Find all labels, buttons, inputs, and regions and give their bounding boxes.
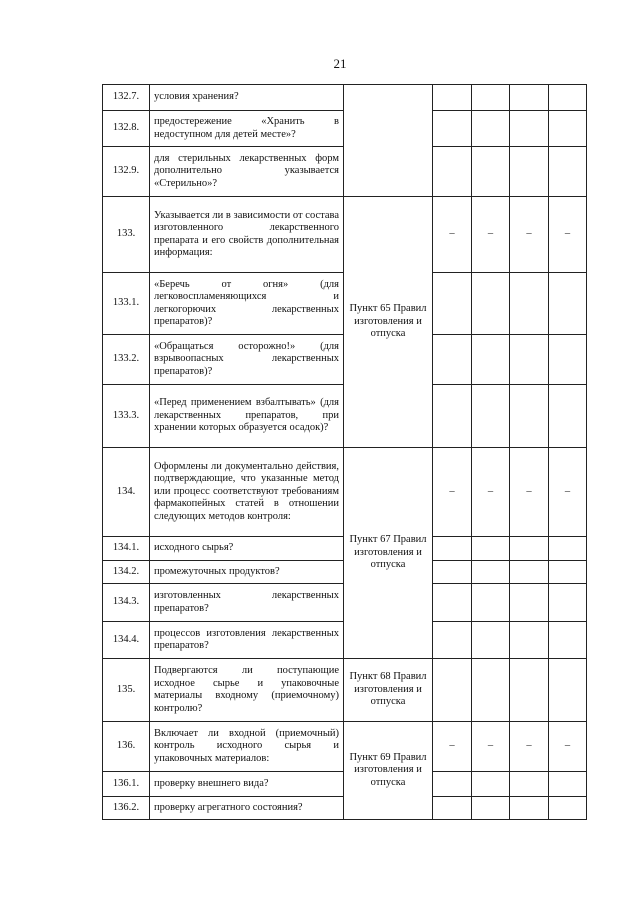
answer-yes-cell[interactable]: –	[433, 722, 472, 772]
question-text: изготовленных лекарственных препаратов?	[150, 584, 344, 622]
question-text: Подвергаются ли поступающие исходное сырье и упаковочные материалы входному (приемочному) контролю?	[150, 659, 344, 722]
legal-reference	[344, 85, 433, 197]
comment-cell[interactable]: –	[549, 722, 587, 772]
answer-yes-cell[interactable]: –	[433, 197, 472, 273]
answer-yes-cell[interactable]	[433, 659, 472, 722]
comment-cell[interactable]	[549, 273, 587, 335]
row-number: 134.	[103, 448, 150, 537]
answer-no-cell[interactable]	[472, 797, 510, 820]
row-number: 136.2.	[103, 797, 150, 820]
row-number: 134.2.	[103, 561, 150, 584]
row-number: 132.9.	[103, 147, 150, 197]
answer-na-cell[interactable]	[510, 772, 549, 797]
answer-na-cell[interactable]	[510, 111, 549, 147]
answer-no-cell[interactable]	[472, 335, 510, 385]
question-text: условия хранения?	[150, 85, 344, 111]
answer-yes-cell[interactable]	[433, 797, 472, 820]
comment-cell[interactable]	[549, 622, 587, 659]
question-text: «Беречь от огня» (для легковоспламеняющихся и легкогорючих лекарственных препаратов)?	[150, 273, 344, 335]
row-number: 132.7.	[103, 85, 150, 111]
answer-no-cell[interactable]	[472, 537, 510, 561]
legal-reference: Пункт 65 Правил изготовления и отпуска	[344, 197, 433, 448]
answer-no-cell[interactable]: –	[472, 448, 510, 537]
answer-no-cell[interactable]	[472, 659, 510, 722]
comment-cell[interactable]	[549, 537, 587, 561]
answer-na-cell[interactable]	[510, 537, 549, 561]
row-number: 134.4.	[103, 622, 150, 659]
question-text: для стерильных лекарственных форм дополнительно указывается «Стерильно»?	[150, 147, 344, 197]
answer-na-cell[interactable]	[510, 659, 549, 722]
answer-no-cell[interactable]	[472, 111, 510, 147]
answer-na-cell[interactable]	[510, 273, 549, 335]
row-number: 136.1.	[103, 772, 150, 797]
answer-no-cell[interactable]	[472, 622, 510, 659]
answer-na-cell[interactable]	[510, 797, 549, 820]
answer-yes-cell[interactable]	[433, 335, 472, 385]
answer-no-cell[interactable]: –	[472, 722, 510, 772]
table-row	[103, 197, 587, 273]
answer-yes-cell[interactable]	[433, 537, 472, 561]
answer-yes-cell[interactable]	[433, 385, 472, 448]
row-number: 136.	[103, 722, 150, 772]
question-text: предостережение «Хранить в недоступном для детей месте»?	[150, 111, 344, 147]
question-text: Оформлены ли документально действия, подтверждающие, что указанные метод или процесс соответствуют требованиям фармакопейных статей в отношении следующих методов контроля:	[150, 448, 344, 537]
row-number: 133.1.	[103, 273, 150, 335]
comment-cell[interactable]	[549, 659, 587, 722]
row-number: 133.3.	[103, 385, 150, 448]
comment-cell[interactable]	[549, 561, 587, 584]
answer-na-cell[interactable]	[510, 584, 549, 622]
answer-no-cell[interactable]	[472, 772, 510, 797]
checklist-table	[102, 84, 587, 820]
comment-cell[interactable]	[549, 111, 587, 147]
question-text: «Обращаться осторожно!» (для взрывоопасных лекарственных препаратов)?	[150, 335, 344, 385]
answer-na-cell[interactable]: –	[510, 722, 549, 772]
answer-no-cell[interactable]	[472, 561, 510, 584]
question-text: «Перед применением взбалтывать» (для лекарственных препаратов, при хранении которых образуется осадок)?	[150, 385, 344, 448]
answer-no-cell[interactable]	[472, 147, 510, 197]
answer-no-cell[interactable]	[472, 385, 510, 448]
answer-no-cell[interactable]	[472, 584, 510, 622]
question-text: промежуточных продуктов?	[150, 561, 344, 584]
question-text: Указывается ли в зависимости от состава изготовленного лекарственного препарата и его свойств дополнительная информация:	[150, 197, 344, 273]
row-number: 134.1.	[103, 537, 150, 561]
answer-na-cell[interactable]	[510, 147, 549, 197]
comment-cell[interactable]	[549, 385, 587, 448]
answer-yes-cell[interactable]	[433, 772, 472, 797]
question-text: проверку внешнего вида?	[150, 772, 344, 797]
comment-cell[interactable]	[549, 147, 587, 197]
question-text: исходного сырья?	[150, 537, 344, 561]
answer-na-cell[interactable]: –	[510, 197, 549, 273]
answer-yes-cell[interactable]: –	[433, 448, 472, 537]
answer-na-cell[interactable]	[510, 561, 549, 584]
comment-cell[interactable]	[549, 584, 587, 622]
answer-no-cell[interactable]	[472, 273, 510, 335]
answer-yes-cell[interactable]	[433, 622, 472, 659]
answer-na-cell[interactable]	[510, 85, 549, 111]
page-number: 21	[333, 56, 347, 71]
table-row	[103, 659, 587, 722]
legal-reference: Пункт 67 Правил изготовления и отпуска	[344, 448, 433, 659]
answer-no-cell[interactable]: –	[472, 197, 510, 273]
row-number: 132.8.	[103, 111, 150, 147]
answer-yes-cell[interactable]	[433, 273, 472, 335]
answer-na-cell[interactable]: –	[510, 448, 549, 537]
answer-yes-cell[interactable]	[433, 85, 472, 111]
table-row	[103, 722, 587, 772]
table-row	[103, 448, 587, 537]
question-text: проверку агрегатного состояния?	[150, 797, 344, 820]
row-number: 134.3.	[103, 584, 150, 622]
row-number: 133.	[103, 197, 150, 273]
comment-cell[interactable]	[549, 335, 587, 385]
answer-yes-cell[interactable]	[433, 584, 472, 622]
table-row	[103, 85, 587, 111]
answer-na-cell[interactable]	[510, 335, 549, 385]
question-text: Включает ли входной (приемочный) контроль исходного сырья и упаковочных материалов:	[150, 722, 344, 772]
comment-cell[interactable]	[549, 85, 587, 111]
question-text: процессов изготовления лекарственных препаратов?	[150, 622, 344, 659]
row-number: 133.2.	[103, 335, 150, 385]
answer-na-cell[interactable]	[510, 622, 549, 659]
comment-cell[interactable]	[549, 797, 587, 820]
answer-yes-cell[interactable]	[433, 561, 472, 584]
legal-reference: Пункт 69 Правил изготовления и отпуска	[344, 722, 433, 820]
legal-reference: Пункт 68 Правил изготовления и отпуска	[344, 659, 433, 722]
comment-cell[interactable]: –	[549, 197, 587, 273]
row-number: 135.	[103, 659, 150, 722]
comment-cell[interactable]	[549, 772, 587, 797]
answer-no-cell[interactable]	[472, 85, 510, 111]
answer-yes-cell[interactable]	[433, 111, 472, 147]
comment-cell[interactable]: –	[549, 448, 587, 537]
answer-yes-cell[interactable]	[433, 147, 472, 197]
answer-na-cell[interactable]	[510, 385, 549, 448]
